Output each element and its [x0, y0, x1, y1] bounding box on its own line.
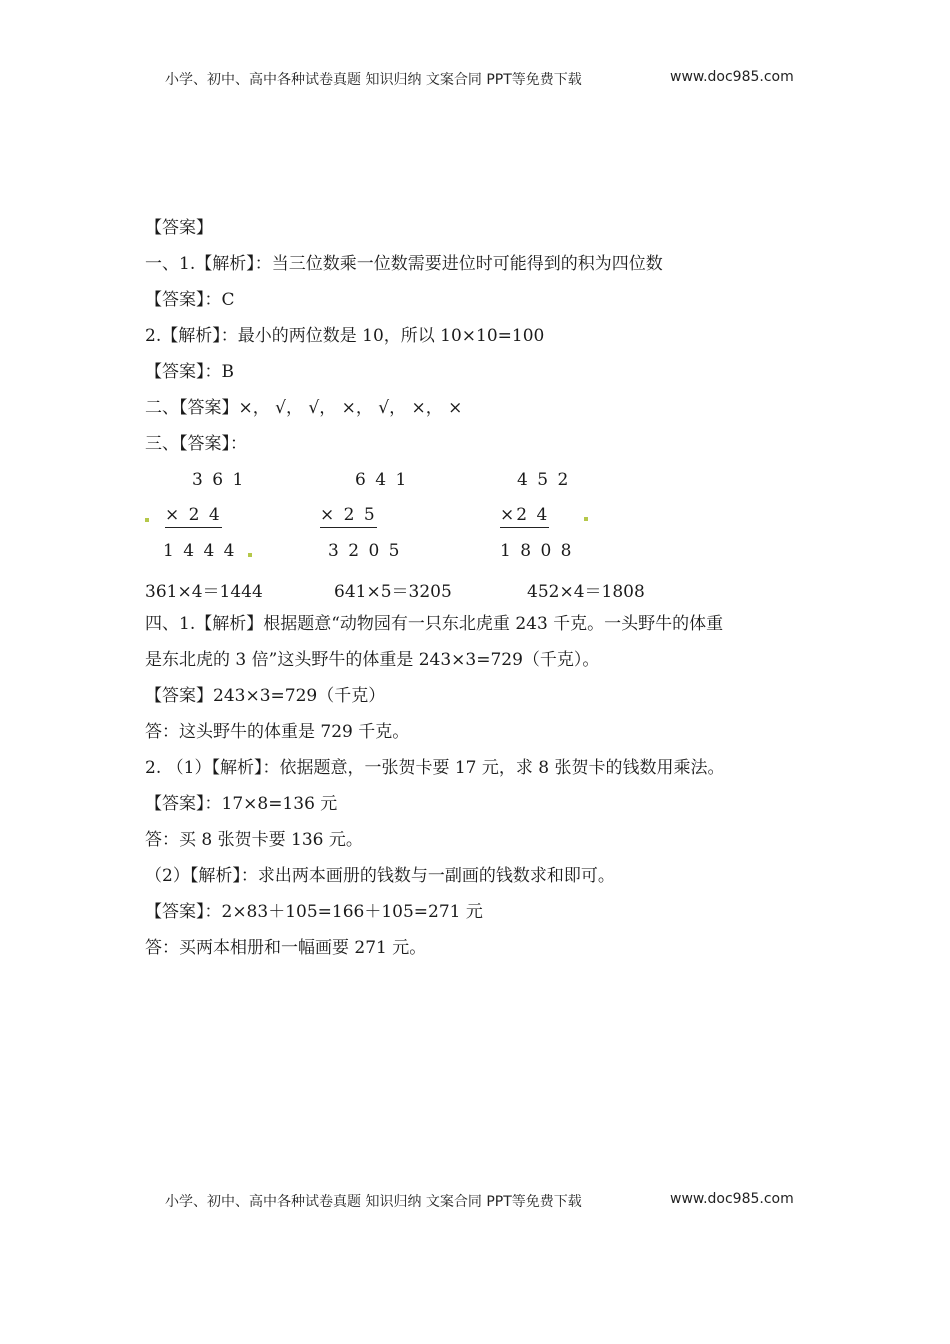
- edit-mark: [145, 518, 149, 522]
- footer-url[interactable]: www.doc985.com: [670, 1191, 794, 1207]
- text-line: 【答案】：B: [145, 362, 234, 382]
- text-line: （2）【解析】：求出两本画册的钱数与一副画的钱数求和即可。: [145, 866, 615, 886]
- text-line: 答：买 8 张贺卡要 136 元。: [145, 830, 363, 850]
- calc-top: 4 5 2: [517, 470, 571, 490]
- calc-equation: 641×5＝3205: [334, 582, 452, 602]
- calc-multiplier: × 2 4: [165, 505, 222, 528]
- text-line: 【答案】：17×8=136 元: [145, 794, 338, 814]
- text-line: 一、1.【解析】：当三位数乘一位数需要进位时可能得到的积为四位数: [145, 254, 663, 274]
- calc-top: 3 6 1: [192, 470, 246, 490]
- text-line: 三、【答案】：: [145, 434, 247, 454]
- calc-equation: 361×4＝1444: [145, 582, 263, 602]
- edit-mark: [248, 553, 252, 557]
- calc-multiplier: × 2 5: [320, 505, 377, 528]
- calc-result: 3 2 0 5: [328, 541, 402, 561]
- header-url[interactable]: www.doc985.com: [670, 69, 794, 85]
- text-line: 答：这头野牛的体重是 729 千克。: [145, 722, 410, 742]
- calc-equation: 452×4＝1808: [527, 582, 645, 602]
- answer-heading: 【答案】: [145, 218, 213, 238]
- calc-result: 1 8 0 8: [500, 541, 574, 561]
- text-line: 【答案】：C: [145, 290, 235, 310]
- calc-top: 6 4 1: [355, 470, 409, 490]
- text-line: 二、【答案】×， √， √， ×， √， ×， ×: [145, 398, 463, 418]
- text-line: 四、1.【解析】根据题意“动物园有一只东北虎重 243 千克。一头野牛的体重: [145, 614, 724, 634]
- calc-multiplier: ×2 4: [500, 505, 549, 528]
- text-line: 2.【解析】：最小的两位数是 10，所以 10×10=100: [145, 326, 545, 346]
- text-line: 答：买两本相册和一幅画要 271 元。: [145, 938, 427, 958]
- footer-text: 小学、初中、高中各种试卷真题 知识归纳 文案合同 PPT等免费下载: [165, 1194, 582, 1210]
- text-line: 2. （1）【解析】：依据题意，一张贺卡要 17 元，求 8 张贺卡的钱数用乘法。: [145, 758, 725, 778]
- text-line: 【答案】：2×83＋105=166＋105=271 元: [145, 902, 483, 922]
- calc-result: 1 4 4 4: [163, 541, 237, 561]
- text-line: 【答案】243×3=729（千克）: [145, 686, 386, 706]
- header-text: 小学、初中、高中各种试卷真题 知识归纳 文案合同 PPT等免费下载: [165, 72, 582, 88]
- text-line: 是东北虎的 3 倍”这头野牛的体重是 243×3=729（千克）。: [145, 650, 600, 670]
- edit-mark: [584, 517, 588, 521]
